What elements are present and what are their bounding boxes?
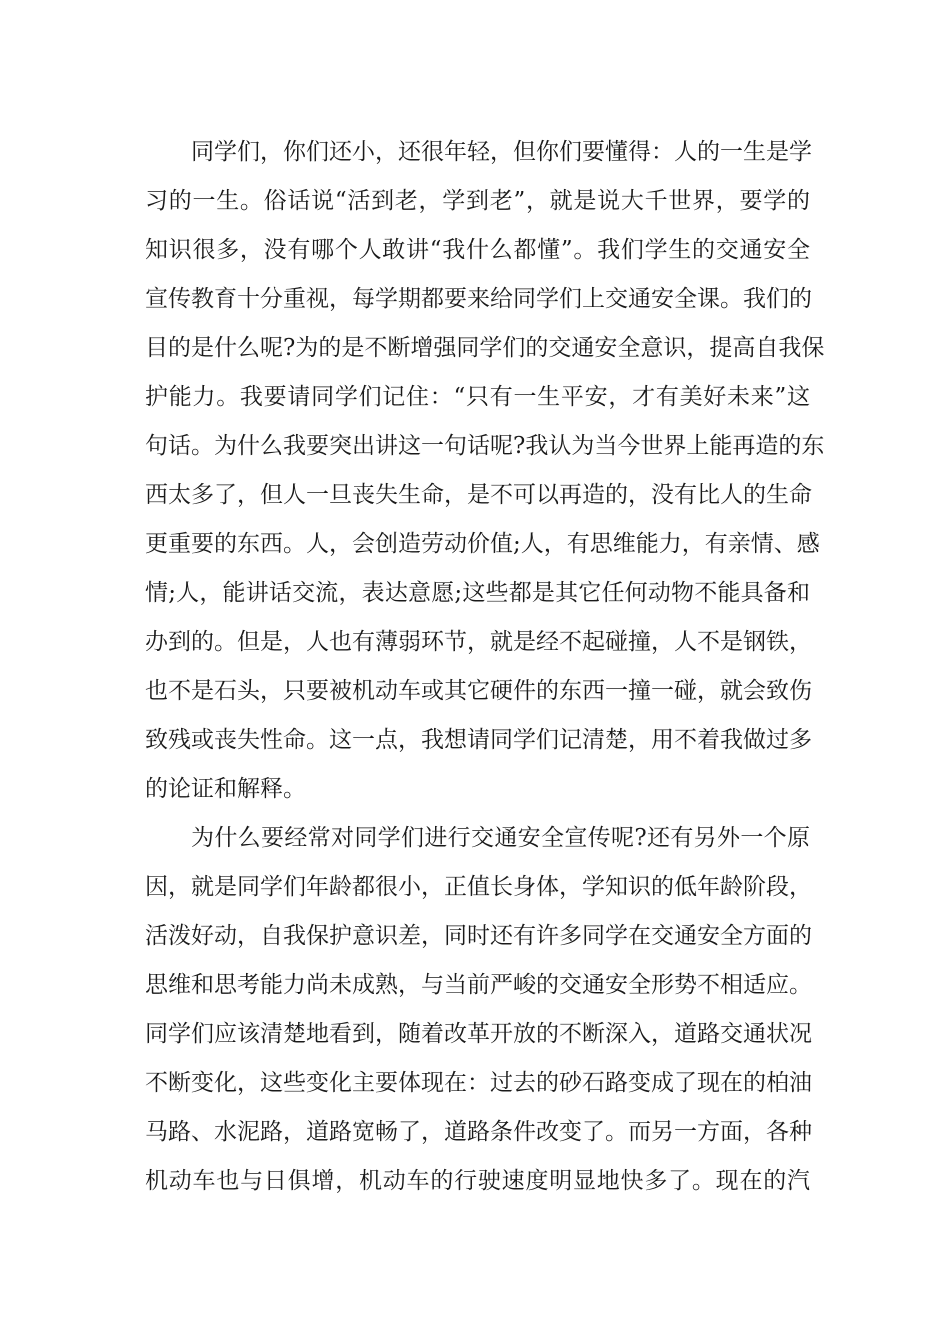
- paragraph-line: 习的一生。俗话说“活到老，学到老”，就是说大千世界，要学的: [145, 188, 810, 214]
- paragraph-line: 的论证和解释。: [145, 776, 306, 802]
- paragraph-line: 也不是石头，只要被机动车或其它硬件的东西一撞一碰，就会致伤: [145, 678, 812, 704]
- paragraph-line: 护能力。我要请同学们记住：“只有一生平安，才有美好未来”这: [145, 384, 810, 410]
- paragraph-line: 句话。为什么我要突出讲这一句话呢?我认为当今世界上能再造的东: [145, 433, 825, 459]
- paragraph-line: 不断变化，这些变化主要体现在：过去的砂石路变成了现在的柏油: [145, 1070, 812, 1096]
- paragraph-line: 思维和思考能力尚未成熟，与当前严峻的交通安全形势不相适应。: [145, 972, 812, 998]
- paragraph-line: 情;人，能讲话交流，表达意愿;这些都是其它任何动物不能具备和: [145, 580, 810, 606]
- paragraph-line: 机动车也与日俱增，机动车的行驶速度明显地快多了。现在的汽: [145, 1168, 810, 1194]
- paragraph-line: 更重要的东西。人，会创造劳动价值;人，有思维能力，有亲情、感: [145, 531, 820, 557]
- paragraph-line: 同学们应该清楚地看到，随着改革开放的不断深入，道路交通状况: [145, 1021, 812, 1047]
- paragraph-1: [145, 128, 825, 814]
- paragraph-line: 目的是什么呢?为的是不断增强同学们的交通安全意识，提高自我保: [145, 335, 825, 361]
- paragraph-line: 为什么要经常对同学们进行交通安全宣传呢?还有另外一个原: [191, 825, 810, 851]
- paragraph-line: 西太多了，但人一旦丧失生命，是不可以再造的，没有比人的生命: [145, 482, 812, 508]
- paragraph-line: 宣传教育十分重视，每学期都要来给同学们上交通安全课。我们的: [145, 286, 812, 312]
- paragraph-line: 同学们，你们还小，还很年轻，但你们要懂得：人的一生是学: [191, 139, 812, 165]
- paragraph-2: [145, 814, 810, 1206]
- body-text: [145, 128, 825, 1206]
- paragraph-line: 活泼好动，自我保护意识差，同时还有许多同学在交通安全方面的: [145, 923, 812, 949]
- paragraph-line: 知识很多，没有哪个人敢讲“我什么都懂”。我们学生的交通安全: [145, 237, 810, 263]
- paragraph-line: 办到的。但是，人也有薄弱环节，就是经不起碰撞，人不是钢铁，: [145, 629, 812, 655]
- paragraph-line: 因，就是同学们年龄都很小，正值长身体，学知识的低年龄阶段，: [145, 874, 812, 900]
- paragraph-line: 马路、水泥路，道路宽畅了，道路条件改变了。而另一方面，各种: [145, 1119, 812, 1145]
- paragraph-line: 致残或丧失性命。这一点，我想请同学们记清楚，用不着我做过多: [145, 727, 812, 753]
